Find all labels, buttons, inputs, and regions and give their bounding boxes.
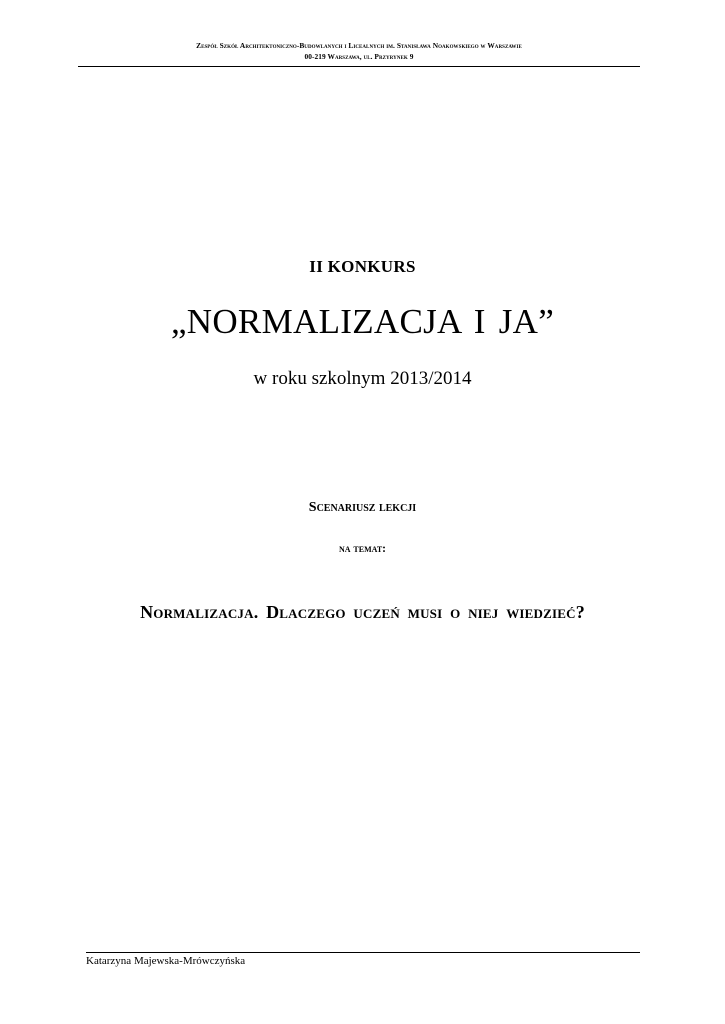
page-header bbox=[78, 40, 640, 62]
lesson-topic: Normalizacja. Dlaczego uczeń musi o niej wiedzieć? bbox=[140, 602, 585, 622]
school-year: w roku szkolnym 2013/2014 bbox=[253, 368, 472, 389]
topic-label: na temat: bbox=[338, 543, 386, 555]
header-divider bbox=[78, 66, 640, 67]
footer-divider bbox=[86, 952, 640, 953]
school-name: Zespół Szkół Architektoniczno-Budowlanych i Licealnych im. Stanisława Noakowskiego w Warszawie bbox=[196, 41, 522, 50]
contest-edition: II KONKURS bbox=[309, 257, 416, 276]
contest-title: „NORMALIZACJA I JA” bbox=[170, 302, 555, 341]
author-name: Katarzyna Majewska-Mrówczyńska bbox=[86, 955, 246, 967]
scenario-heading: Scenariusz lekcji bbox=[308, 500, 417, 515]
school-address: 00-219 Warszawa, ul. Przyrynek 9 bbox=[304, 52, 414, 61]
